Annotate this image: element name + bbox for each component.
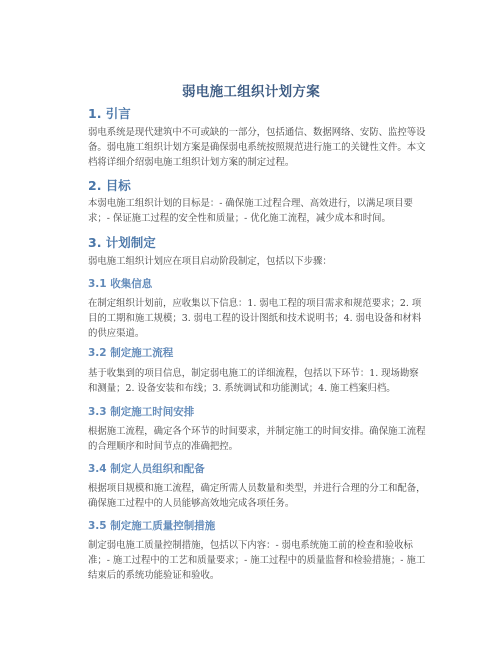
section-body-planning: 弱电施工组织计划应在项目启动阶段制定，包括以下步骤： (88, 256, 332, 267)
subsection-body-staffing: 根据项目规模和施工流程，确定所需人员数量和类型，并进行合理的分工和配备，确保施工过程中的人员能够高效地完成各项任务。 (88, 483, 426, 509)
section-body-introduction: 弱电系统是现代建筑中不可或缺的一部分，包括通信、数据网络、安防、监控等设备。弱电施工组织计划方案是确保弱电系统按照规范进行施工的关键性文件。本文档将详细介绍弱电施工组织计划方案的制定过程。 (88, 127, 426, 168)
document-title: 弱电施工组织计划方案 (182, 84, 320, 100)
subsection-heading-quality-control: 3.5 制定施工质量控制措施 (88, 520, 216, 532)
subsection-heading-construction-process: 3.2 制定施工流程 (88, 347, 174, 359)
subsection-heading-collect-info: 3.1 收集信息 (88, 278, 153, 290)
section-body-goals: 本弱电施工组织计划的目标是：- 确保施工过程合理、高效进行，以满足项目要求；- 保证施工过程的安全性和质量；- 优化施工流程，减少成本和时间。 (88, 198, 413, 224)
subsection-body-schedule: 根据施工流程，确定各个环节的时间要求，并制定施工的时间安排。确保施工流程的合理顺序和时间节点的准确把控。 (88, 426, 426, 452)
subsection-heading-staffing: 3.4 制定人员组织和配备 (88, 463, 205, 475)
subsection-heading-schedule: 3.3 制定施工时间安排 (88, 406, 195, 418)
section-heading-introduction: 1. 引言 (88, 106, 131, 121)
subsection-body-quality-control: 制定弱电施工质量控制措施，包括以下内容：- 弱电系统施工前的检查和验收标准；- 施工过程中的工艺和质量要求；- 施工过程中的质量监督和检验措施；- 施工结束后的系统功能验证和验收。 (88, 540, 426, 581)
section-heading-goals: 2. 目标 (88, 178, 131, 193)
subsection-body-collect-info: 在制定组织计划前，应收集以下信息：1. 弱电工程的项目需求和规范要求；2. 项目的工期和施工规模；3. 弱电工程的设计图纸和技术说明书；4. 弱电设备和材料的供应渠道。 (88, 298, 422, 339)
subsection-body-construction-process: 基于收集到的项目信息，制定弱电施工的详细流程，包括以下环节：1. 现场勘察和测量；2. 设备安装和布线；3. 系统调试和功能测试；4. 施工档案归档。 (88, 368, 419, 394)
section-heading-planning: 3. 计划制定 (88, 235, 156, 250)
